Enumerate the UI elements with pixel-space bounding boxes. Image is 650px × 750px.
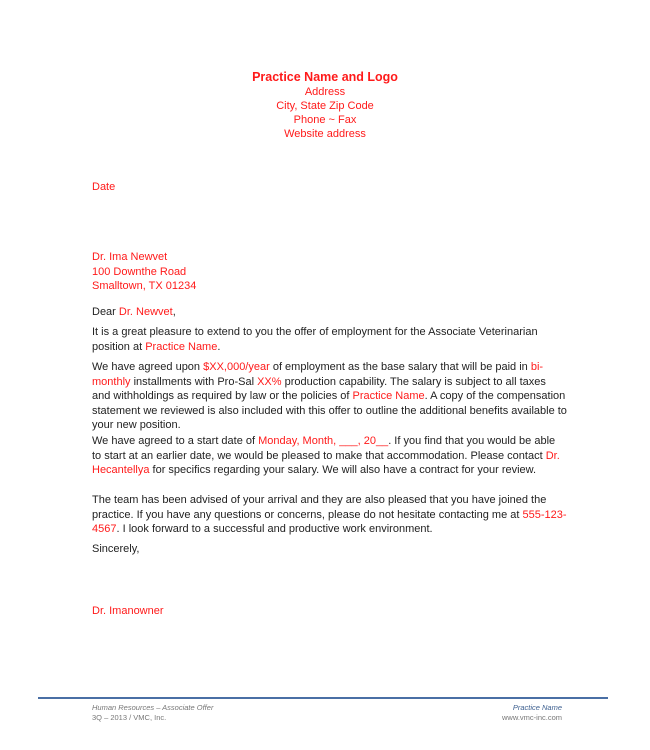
footer-right	[502, 703, 562, 722]
letterhead-title: Practice Name and Logo	[252, 70, 398, 84]
p2-salary: $XX,000/year	[203, 361, 270, 373]
recipient-city: Smalltown, TX 01234	[92, 280, 197, 292]
recipient-address	[92, 250, 196, 294]
p2-practice-name: Practice Name	[352, 390, 425, 403]
salutation-prefix: Dear	[92, 306, 119, 318]
date: Date	[92, 181, 116, 193]
p2-text-d: production capability. The salary is subject to all taxes and withholdings as required by law or the policies of	[92, 375, 546, 403]
p3-text-b: . If you find that you would be able to start at an earlier date, we would be pleased to make that accommodation. Please contact	[92, 435, 556, 462]
p2-text-b: of employment as the base salary that will be paid in	[269, 361, 531, 373]
footer-rule	[38, 697, 608, 699]
p2-text-a: We have agreed upon	[92, 361, 204, 373]
paragraph-team	[92, 493, 567, 537]
letterhead	[0, 69, 650, 141]
paragraph-salary	[92, 360, 567, 433]
paragraph-intro	[92, 325, 567, 354]
p4-text-b: . I look forward to a successful and productive work environment.	[116, 523, 433, 536]
p3-text-a: We have agreed to a start date of	[92, 435, 259, 447]
p4-phone: 555-123-4567	[92, 508, 567, 536]
p1-practice-name: Practice Name	[145, 340, 218, 353]
p4-text-a: The team has been advised of your arrival and they are also pleased that you have joined the practice. If you have any questions or concerns, please do not hesitate contacting me at	[92, 494, 547, 521]
p1-text-a: It is a great pleasure to extend to you the offer of employment for the Associate Veterinarian position at	[92, 326, 538, 353]
p1-text-b: .	[217, 340, 221, 353]
p3-start-date: Monday, Month, ___, 20__	[258, 435, 389, 447]
p2-frequency: bi-monthly	[92, 361, 544, 388]
p3-text-c: for specifics regarding your salary. We will also have a contract for your review.	[149, 464, 537, 477]
recipient-street: 100 Downthe Road	[92, 265, 187, 278]
signature: Dr. Imanowner	[92, 605, 164, 617]
salutation-suffix: ,	[172, 306, 176, 318]
letterhead-address: Address	[304, 86, 346, 98]
footer-copyright: 3Q – 2013 / VMC, Inc.	[92, 712, 167, 722]
p2-text-c: installments with Pro-Sal	[130, 375, 258, 388]
paragraph-start-date	[92, 434, 567, 478]
letterhead-website: Website address	[284, 128, 366, 140]
footer-practice-name: Practice Name	[512, 703, 562, 712]
recipient-name: Dr. Ima Newvet	[92, 251, 168, 263]
closing: Sincerely,	[92, 543, 140, 555]
p2-percent: XX%	[257, 375, 282, 388]
p3-contact: Dr. Hecantellya	[92, 449, 560, 477]
footer-document-title: Human Resources – Associate Offer	[92, 703, 214, 712]
salutation	[92, 305, 567, 320]
salutation-name: Dr. Newvet	[118, 306, 173, 318]
footer-website: www.vmc-inc.com	[501, 712, 562, 722]
letterhead-city: City, State Zip Code	[276, 100, 374, 112]
footer-left	[92, 703, 213, 722]
letterhead-phone: Phone ~ Fax	[293, 114, 357, 126]
p2-text-e: . A copy of the compensation statement we reviewed is also included with this offer to outline the additional benefits available to your new position.	[92, 390, 567, 432]
